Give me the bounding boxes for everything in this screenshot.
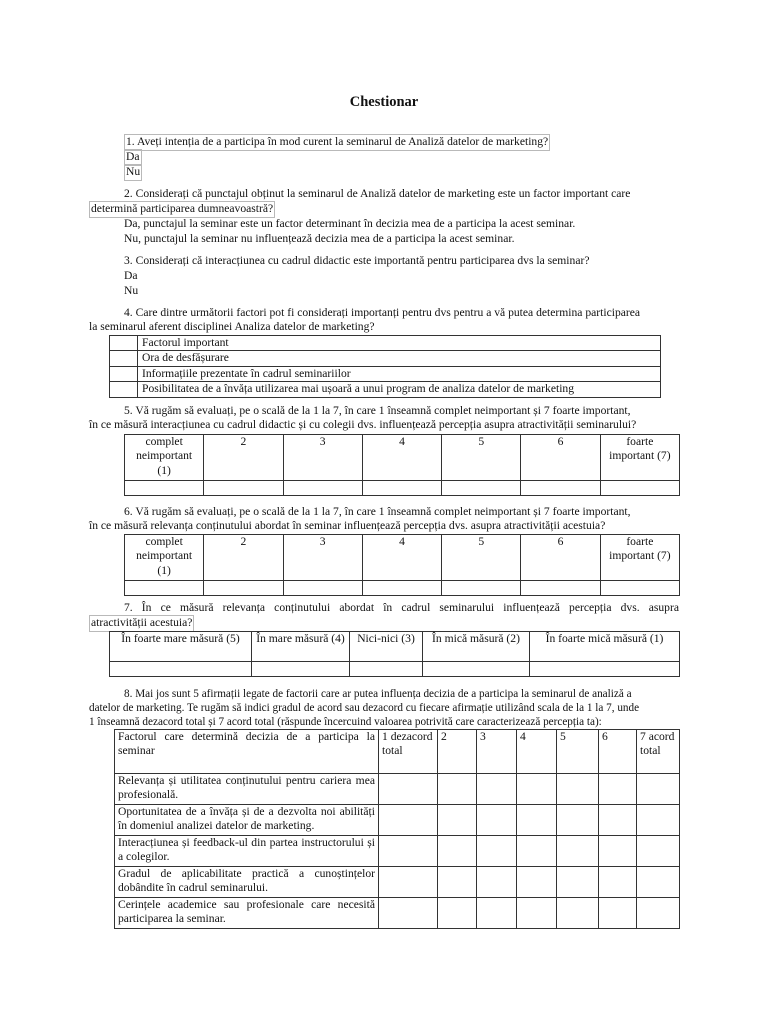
table-row[interactable]	[110, 351, 661, 366]
answer-cell[interactable]	[557, 898, 599, 929]
q7-scale-header	[110, 632, 680, 662]
answer-cell[interactable]	[204, 581, 283, 596]
scale-label: 5	[442, 435, 521, 481]
answer-cell[interactable]	[517, 867, 557, 898]
q2-question-line2: determină participarea dumneavoastră?	[89, 201, 275, 218]
answer-cell[interactable]	[283, 481, 362, 496]
q6-question-line2: în ce măsură relevanța conținutului abordat în seminar influențează percepția dvs. asupra atractivității acestuia?	[89, 519, 606, 532]
answer-cell[interactable]	[438, 836, 477, 867]
q7-question-line1: 7. În ce măsură relevanța conținutului abordat în cadrul seminarului influențează percepția dvs. asupra	[124, 601, 679, 614]
q4-factor-label: Posibilitatea de a învăța utilizarea mai ușoară a unui program de analiza datelor de marketing	[138, 382, 661, 397]
q7-scale-table	[109, 631, 680, 677]
q4-check-cell[interactable]	[110, 382, 138, 397]
answer-cell[interactable]	[362, 481, 441, 496]
q8-header-scale: 1 dezacord total	[379, 730, 438, 774]
answer-cell[interactable]	[283, 581, 362, 596]
q1-question: 1. Aveți intenția de a participa în mod curent la seminarul de Analiză datelor de marketing?	[124, 134, 550, 151]
q8-header-scale: 2	[438, 730, 477, 774]
answer-cell[interactable]	[637, 898, 680, 929]
answer-cell[interactable]	[530, 662, 680, 677]
q8-header-row	[115, 730, 680, 774]
scale-label: complet neimportant (1)	[125, 535, 204, 581]
answer-cell[interactable]	[517, 836, 557, 867]
answer-cell[interactable]	[442, 581, 521, 596]
q8-header-scale: 3	[477, 730, 517, 774]
answer-cell[interactable]	[423, 662, 530, 677]
table-row	[115, 867, 680, 898]
q8-header-scale: 5	[557, 730, 599, 774]
scale-label: foarte important (7)	[600, 435, 679, 481]
q2-option-da[interactable]: Da, punctajul la seminar este un factor determinant în decizia mea de a participa la acest seminar.	[124, 217, 576, 230]
scale-label: 3	[283, 435, 362, 481]
answer-cell[interactable]	[438, 867, 477, 898]
page-title: Chestionar	[349, 94, 419, 110]
answer-cell[interactable]	[379, 774, 438, 805]
q6-scale-header	[125, 535, 680, 581]
q2-option-nu[interactable]: Nu, punctajul la seminar nu influențează decizia mea de a participa la acest seminar.	[124, 232, 515, 245]
answer-cell[interactable]	[438, 805, 477, 836]
answer-cell[interactable]	[204, 481, 283, 496]
answer-cell[interactable]	[637, 805, 680, 836]
scale-label: 5	[442, 535, 521, 581]
table-row	[115, 898, 680, 929]
answer-cell[interactable]	[600, 481, 679, 496]
q4-factors-table	[109, 335, 661, 398]
q8-header-scale: 6	[599, 730, 637, 774]
answer-cell[interactable]	[477, 898, 517, 929]
answer-cell[interactable]	[517, 898, 557, 929]
answer-cell[interactable]	[637, 774, 680, 805]
scale-label: În mare măsură (4)	[252, 632, 350, 662]
q8-agreement-table	[114, 729, 680, 929]
q2-question-line1: 2. Considerați că punctajul obținut la seminarul de Analiză datelor de marketing este un factor important care	[124, 187, 631, 200]
answer-cell[interactable]	[517, 805, 557, 836]
q6-question-line1: 6. Vă rugăm să evaluați, pe o scală de la 1 la 7, în care 1 înseamnă complet neimportant și 7 foarte important,	[124, 505, 631, 518]
answer-cell[interactable]	[517, 774, 557, 805]
answer-cell[interactable]	[125, 481, 204, 496]
scale-label: 6	[521, 535, 600, 581]
scale-label: 4	[362, 435, 441, 481]
scale-label: 6	[521, 435, 600, 481]
table-row	[115, 774, 680, 805]
scale-label: În mică măsură (2)	[423, 632, 530, 662]
table-row	[115, 805, 680, 836]
q4-factor-label: Factorul important	[138, 336, 661, 351]
answer-cell[interactable]	[252, 662, 350, 677]
q8-header-factor: Factorul care determină decizia de a participa la seminar	[115, 730, 379, 774]
q8-statement: Oportunitatea de a învăța și de a dezvolta noi abilități în domeniul analizei datelor de marketing.	[115, 805, 379, 836]
scale-label: 4	[362, 535, 441, 581]
scale-label: complet neimportant (1)	[125, 435, 204, 481]
answer-cell[interactable]	[379, 867, 438, 898]
q4-check-cell[interactable]	[110, 351, 138, 366]
answer-cell[interactable]	[477, 836, 517, 867]
scale-label: În foarte mică măsură (1)	[530, 632, 680, 662]
q7-question-line2: atractivității acestuia?	[89, 615, 194, 632]
scale-label: 2	[204, 435, 283, 481]
answer-cell[interactable]	[442, 481, 521, 496]
q4-factor-label: Informațiile prezentate în cadrul seminariilor	[138, 366, 661, 381]
answer-cell[interactable]	[379, 836, 438, 867]
answer-cell[interactable]	[557, 774, 599, 805]
table-row[interactable]	[110, 336, 661, 351]
q4-question-line1: 4. Care dintre următorii factori pot fi considerați importanți pentru dvs pentru a vă putea determina participarea	[124, 306, 641, 319]
q6-scale-table	[124, 534, 680, 596]
answer-cell[interactable]	[600, 581, 679, 596]
answer-cell[interactable]	[350, 662, 423, 677]
answer-cell[interactable]	[599, 867, 637, 898]
answer-cell[interactable]	[557, 805, 599, 836]
q8-header-scale: 4	[517, 730, 557, 774]
q3-option-nu[interactable]: Nu	[124, 284, 139, 297]
q4-factor-label: Ora de desfășurare	[138, 351, 661, 366]
answer-cell[interactable]	[599, 805, 637, 836]
q5-scale-header	[125, 435, 680, 481]
q4-check-cell[interactable]	[110, 366, 138, 381]
q8-statement: Gradul de aplicabilitate practică a cunoștințelor dobândite în cadrul seminarului.	[115, 867, 379, 898]
q8-intro-line1: 8. Mai jos sunt 5 afirmații legate de factorii care ar putea influența decizia de a participa la seminarul de analiză a	[124, 688, 632, 700]
answer-cell[interactable]	[477, 867, 517, 898]
answer-cell[interactable]	[125, 581, 204, 596]
answer-cell[interactable]	[362, 581, 441, 596]
q4-check-cell[interactable]	[110, 336, 138, 351]
answer-cell[interactable]	[599, 836, 637, 867]
answer-cell[interactable]	[599, 774, 637, 805]
answer-cell[interactable]	[637, 836, 680, 867]
q5-answer-row[interactable]	[125, 481, 680, 496]
q8-statement: Relevanța și utilitatea conținutului pentru cariera mea profesională.	[115, 774, 379, 805]
q3-question: 3. Considerați că interacțiunea cu cadrul didactic este importantă pentru participarea dvs la seminar?	[124, 254, 590, 267]
table-row[interactable]	[110, 366, 661, 381]
q8-intro-line2: datelor de marketing. Te rugăm să indici gradul de acord sau dezacord cu fiecare afirmație utilizând scala de la 1 la 7, unde	[89, 702, 640, 714]
q5-question-line1: 5. Vă rugăm să evaluați, pe o scală de la 1 la 7, în care 1 înseamnă complet neimportant și 7 foarte important,	[124, 404, 631, 417]
q8-statement: Interacțiunea și feedback-ul din partea instructorului și a colegilor.	[115, 836, 379, 867]
q6-answer-row[interactable]	[125, 581, 680, 596]
q3-option-da[interactable]: Da	[124, 269, 138, 282]
answer-cell[interactable]	[557, 867, 599, 898]
answer-cell[interactable]	[379, 898, 438, 929]
scale-label: foarte important (7)	[600, 535, 679, 581]
answer-cell[interactable]	[438, 898, 477, 929]
q1-option-da[interactable]: Da	[124, 149, 142, 166]
answer-cell[interactable]	[521, 481, 600, 496]
scale-label: 3	[283, 535, 362, 581]
answer-cell[interactable]	[477, 774, 517, 805]
q8-statement: Cerințele academice sau profesionale care necesită participarea la seminar.	[115, 898, 379, 929]
answer-cell[interactable]	[110, 662, 252, 677]
answer-cell[interactable]	[599, 898, 637, 929]
answer-cell[interactable]	[521, 581, 600, 596]
q8-intro-line3: 1 înseamnă dezacord total și 7 acord total (răspunde încercuind valoarea potrivită care caracterizează percepția ta):	[89, 716, 602, 728]
table-row[interactable]	[110, 382, 661, 397]
answer-cell[interactable]	[379, 805, 438, 836]
answer-cell[interactable]	[557, 836, 599, 867]
q4-question-line2: la seminarul aferent disciplinei Analiza datelor de marketing?	[89, 320, 375, 333]
q5-question-line2: în ce măsură interacțiunea cu cadrul didactic și cu colegii dvs. influențează percepția asupra atractivității seminarului?	[89, 418, 637, 431]
q7-answer-row[interactable]	[110, 662, 680, 677]
answer-cell[interactable]	[637, 867, 680, 898]
table-row	[115, 836, 680, 867]
answer-cell[interactable]	[438, 774, 477, 805]
q1-option-nu[interactable]: Nu	[124, 164, 142, 181]
q8-header-scale: 7 acord total	[637, 730, 680, 774]
scale-label: 2	[204, 535, 283, 581]
q5-scale-table	[124, 434, 680, 496]
answer-cell[interactable]	[477, 805, 517, 836]
scale-label: Nici-nici (3)	[350, 632, 423, 662]
scale-label: În foarte mare măsură (5)	[110, 632, 252, 662]
